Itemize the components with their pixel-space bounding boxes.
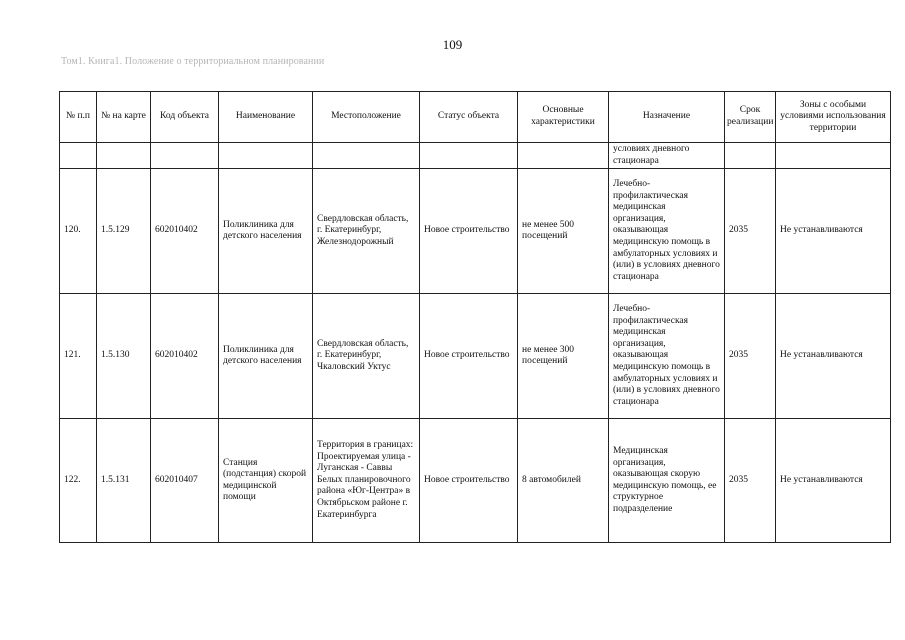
cell-zones: Не устанавливаются <box>776 419 891 543</box>
cell <box>60 143 97 169</box>
column-header-purpose: Назначение <box>609 92 725 143</box>
cell-name: Поликлиника для детского населения <box>219 169 313 294</box>
cell-map-no: 1.5.130 <box>97 294 151 419</box>
table-row <box>60 419 891 543</box>
column-header-name: Наименование <box>219 92 313 143</box>
objects-table <box>59 91 891 543</box>
column-header-code: Код объекта <box>151 92 219 143</box>
column-header-map-no: № на карте <box>97 92 151 143</box>
cell-map-no: 1.5.129 <box>97 169 151 294</box>
cell-term: 2035 <box>725 419 776 543</box>
cell-zones: Не устанавливаются <box>776 294 891 419</box>
running-head: Том1. Книга1. Положение о территориальном планировании <box>61 56 325 67</box>
column-header-status: Статус объекта <box>420 92 518 143</box>
table-row <box>60 169 891 294</box>
column-header-characteristics: Основные характеристики <box>518 92 609 143</box>
cell-purpose: Медицинская организация, оказывающая скорую медицинскую помощь, ее структурное подразделение <box>609 419 725 543</box>
cell <box>776 143 891 169</box>
cell-name: Станция (подстанция) скорой медицинской помощи <box>219 419 313 543</box>
cell-code: 602010402 <box>151 294 219 419</box>
page-number: 109 <box>442 37 463 52</box>
cell-purpose: Лечебно-профилактическая медицинская организация, оказывающая медицинскую помощь в амбулаторных условиях и (или) в условиях дневного стационара <box>609 294 725 419</box>
cell-term: 2035 <box>725 169 776 294</box>
cell <box>420 143 518 169</box>
cell-purpose: условиях дневного стационара <box>609 143 725 169</box>
cell-status: Новое строительство <box>420 294 518 419</box>
cell-characteristics: не менее 300 посещений <box>518 294 609 419</box>
cell-num: 121. <box>60 294 97 419</box>
cell-code: 602010402 <box>151 169 219 294</box>
cell-characteristics: 8 автомобилей <box>518 419 609 543</box>
cell <box>725 143 776 169</box>
cell-map-no: 1.5.131 <box>97 419 151 543</box>
column-header-term: Срок реализации <box>725 92 776 143</box>
cell-location: Свердловская область, г. Екатеринбург, Железнодорожный <box>313 169 420 294</box>
table-header-row <box>60 92 891 143</box>
cell-status: Новое строительство <box>420 169 518 294</box>
table-row <box>60 294 891 419</box>
cell-status: Новое строительство <box>420 419 518 543</box>
cell-name: Поликлиника для детского населения <box>219 294 313 419</box>
cell-location: Свердловская область, г. Екатеринбург, Чкаловский Уктус <box>313 294 420 419</box>
table-row-continuation <box>60 143 891 169</box>
cell <box>151 143 219 169</box>
cell-location: Территория в границах: Проектируемая улица - Луганская - Саввы Белых планировочного района «Юг-Центра» в Октябрьском районе г. Екатеринбурга <box>313 419 420 543</box>
cell <box>219 143 313 169</box>
column-header-location: Местоположение <box>313 92 420 143</box>
cell-purpose: Лечебно-профилактическая медицинская организация, оказывающая медицинскую помощь в амбулаторных условиях и (или) в условиях дневного стационара <box>609 169 725 294</box>
cell <box>313 143 420 169</box>
column-header-num: № п.п <box>60 92 97 143</box>
cell-term: 2035 <box>725 294 776 419</box>
cell-characteristics: не менее 500 посещений <box>518 169 609 294</box>
cell-num: 122. <box>60 419 97 543</box>
column-header-zones: Зоны с особыми условиями использования территории <box>776 92 891 143</box>
cell <box>518 143 609 169</box>
cell-code: 602010407 <box>151 419 219 543</box>
cell <box>97 143 151 169</box>
cell-num: 120. <box>60 169 97 294</box>
cell-zones: Не устанавливаются <box>776 169 891 294</box>
